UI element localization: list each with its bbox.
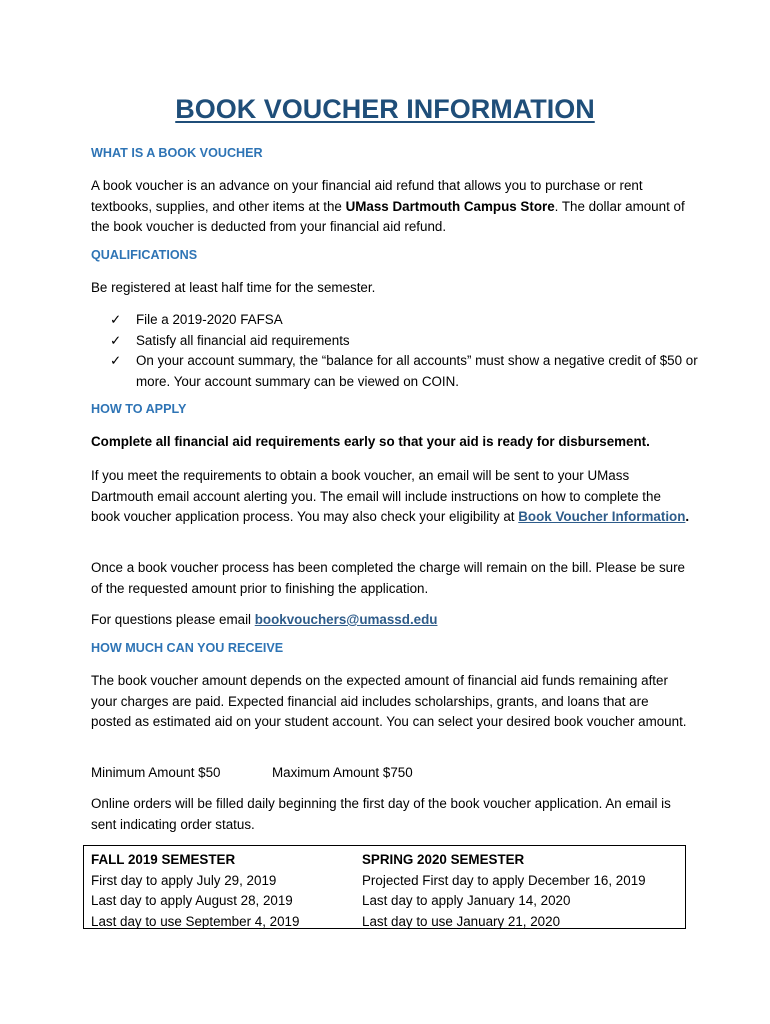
paragraph-orders: Online orders will be filled daily beginning the first day of the book voucher application. An email is sent indicating order status. xyxy=(91,796,671,832)
list-item xyxy=(110,310,700,331)
paragraph-what-is xyxy=(91,176,691,238)
spring-semester-heading: SPRING 2020 SEMESTER xyxy=(362,852,525,867)
paragraph-process: Once a book voucher process has been completed the charge will remain on the bill. Please be sure of the requested amount prior to finishing the application. xyxy=(91,560,685,596)
list-item-text: Satisfy all financial aid requirements xyxy=(136,332,350,348)
list-item xyxy=(110,351,700,392)
spring-last-apply: Last day to apply January 14, 2020 xyxy=(362,893,571,908)
spring-semester-column xyxy=(362,850,646,932)
campus-store-name: UMass Dartmouth Campus Store xyxy=(345,198,555,214)
list-item-text: File a 2019-2020 FAFSA xyxy=(136,312,283,327)
checkmark-icon: ✓ xyxy=(110,312,122,327)
qualifications-intro: Be registered at least half time for the semester. xyxy=(91,280,376,295)
heading-qualifications: QUALIFICATIONS xyxy=(91,248,198,262)
list-item-text: On your account summary, the “balance for all accounts” must show a negative credit of $50 or more. Your account summary can be viewed on COIN. xyxy=(136,353,698,389)
checkmark-icon: ✓ xyxy=(110,353,122,368)
spring-last-use: Last day to use January 21, 2020 xyxy=(362,913,561,929)
fall-semester-heading: FALL 2019 SEMESTER xyxy=(91,852,236,867)
minimum-amount: Minimum Amount $50 xyxy=(91,765,221,780)
paragraph-eligibility xyxy=(91,466,691,528)
email-link[interactable]: bookvouchers@umassd.edu xyxy=(254,612,438,627)
semester-dates-table xyxy=(83,845,686,929)
eligibility-text-a: If you meet the requirements to obtain a book voucher, an email will be sent to your UMass Dartmouth email account alerting you. The email will include instructions on how to complete the book voucher application process. You may also check your eligibility at xyxy=(91,468,661,524)
qualifications-list xyxy=(110,310,700,392)
heading-what-is: WHAT IS A BOOK VOUCHER xyxy=(91,146,263,160)
amount-range xyxy=(91,763,691,784)
eligibility-text-b: . xyxy=(685,509,690,524)
heading-how-much: HOW MUCH CAN YOU RECEIVE xyxy=(91,641,284,655)
questions-text: For questions please email xyxy=(91,612,255,627)
page-title: BOOK VOUCHER INFORMATION xyxy=(175,94,595,124)
paragraph-amount: The book voucher amount depends on the expected amount of financial aid funds remaining after your charges are paid. Expected financial aid includes scholarships, grants, and loans that are posted as estimated aid on your student account. You can select your desired book voucher amount. xyxy=(91,673,687,729)
maximum-amount: Maximum Amount $750 xyxy=(272,765,413,780)
paragraph-questions xyxy=(91,610,691,631)
fall-first-day: First day to apply July 29, 2019 xyxy=(91,872,277,888)
fall-last-apply: Last day to apply August 28, 2019 xyxy=(91,893,293,908)
spring-first-day: Projected First day to apply December 16, 2019 xyxy=(362,872,646,888)
heading-how-to-apply: HOW TO APPLY xyxy=(91,402,187,416)
apply-emphasis-line: Complete all financial aid requirements early so that your aid is ready for disbursement. xyxy=(91,434,650,449)
checkmark-icon: ✓ xyxy=(110,332,122,348)
fall-last-use: Last day to use September 4, 2019 xyxy=(91,913,300,929)
list-item xyxy=(110,331,700,352)
what-is-text-a: A book voucher is an advance on your financial aid refund that allows you to purchase or rent textbooks, supplies, and other items at the xyxy=(91,178,643,214)
book-voucher-info-link[interactable]: Book Voucher Information xyxy=(518,509,686,524)
what-is-text-b: . The dollar amount of the book voucher is deducted from your financial aid refund. xyxy=(91,198,685,234)
fall-semester-column xyxy=(91,850,299,932)
